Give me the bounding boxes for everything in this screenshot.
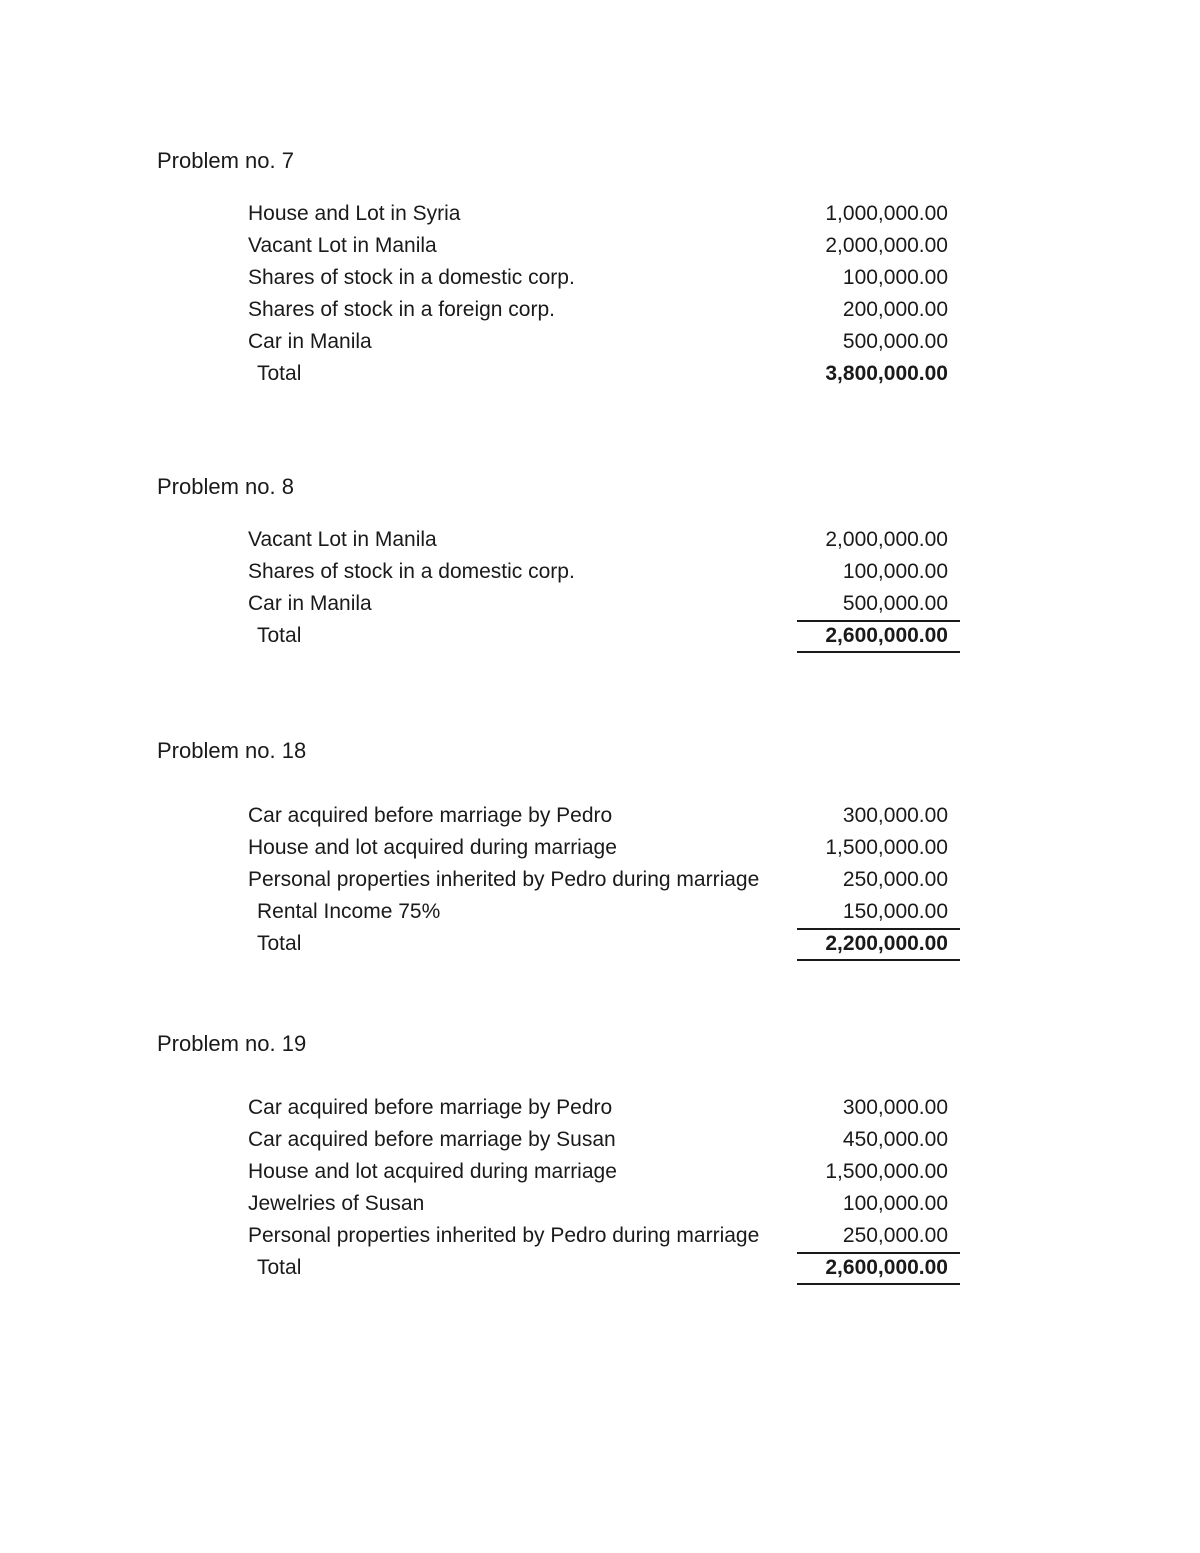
problem-title: Problem no. 7 — [157, 148, 294, 173]
line-item — [248, 198, 960, 230]
item-label: Vacant Lot in Manila — [248, 528, 437, 551]
item-label: Personal properties inherited by Pedro during marriage — [248, 1224, 760, 1247]
line-items — [248, 800, 960, 960]
item-label: Car acquired before marriage by Susan — [248, 1128, 616, 1151]
total-amount: 2,600,000.00 — [825, 624, 948, 647]
line-item — [248, 556, 960, 588]
item-amount: 100,000.00 — [842, 266, 948, 289]
line-items — [248, 1092, 960, 1284]
item-amount: 150,000.00 — [842, 900, 948, 923]
item-amount: 1,500,000.00 — [825, 836, 948, 859]
line-item — [248, 294, 960, 326]
item-label: House and lot acquired during marriage — [248, 1160, 617, 1183]
item-amount: 500,000.00 — [842, 330, 948, 353]
item-label: House and Lot in Syria — [248, 202, 461, 225]
total-amount: 2,200,000.00 — [825, 932, 948, 955]
total-amount: 2,600,000.00 — [825, 1256, 948, 1279]
line-item — [248, 230, 960, 262]
total-row — [248, 358, 960, 390]
line-items — [248, 198, 960, 390]
line-item — [248, 1092, 960, 1124]
item-amount: 450,000.00 — [842, 1128, 948, 1151]
total-label: Total — [257, 624, 302, 647]
line-item — [248, 326, 960, 358]
line-item — [248, 1156, 960, 1188]
item-label: Car in Manila — [248, 330, 372, 353]
item-label: Car acquired before marriage by Pedro — [248, 804, 613, 827]
item-amount: 100,000.00 — [842, 560, 948, 583]
total-row — [248, 928, 960, 960]
item-amount: 1,500,000.00 — [825, 1160, 948, 1183]
total-label: Total — [257, 362, 302, 385]
problem-title: Problem no. 19 — [157, 1031, 307, 1056]
line-item — [248, 1188, 960, 1220]
item-amount: 2,000,000.00 — [825, 234, 948, 257]
line-item — [248, 800, 960, 832]
item-label: Shares of stock in a foreign corp. — [248, 298, 555, 321]
item-label: Rental Income 75% — [257, 900, 441, 923]
problem-title: Problem no. 18 — [157, 738, 307, 763]
item-amount: 100,000.00 — [842, 1192, 948, 1215]
total-row — [248, 1252, 960, 1284]
item-label: Car in Manila — [248, 592, 372, 615]
item-label: Jewelries of Susan — [248, 1192, 425, 1215]
line-item — [248, 262, 960, 294]
item-amount: 300,000.00 — [842, 1096, 948, 1119]
line-item — [248, 1220, 960, 1252]
line-item — [248, 524, 960, 556]
problem-title: Problem no. 8 — [157, 474, 294, 499]
item-amount: 300,000.00 — [842, 804, 948, 827]
line-item — [248, 832, 960, 864]
total-amount: 3,800,000.00 — [825, 362, 948, 385]
total-row — [248, 620, 960, 652]
item-amount: 500,000.00 — [842, 592, 948, 615]
item-label: Car acquired before marriage by Pedro — [248, 1096, 613, 1119]
item-label: Shares of stock in a domestic corp. — [248, 560, 575, 583]
item-amount: 200,000.00 — [842, 298, 948, 321]
item-label: Personal properties inherited by Pedro during marriage — [248, 868, 760, 891]
item-label: Shares of stock in a domestic corp. — [248, 266, 575, 289]
line-items — [248, 524, 960, 652]
line-item — [248, 896, 960, 928]
item-amount: 250,000.00 — [842, 1224, 948, 1247]
item-amount: 2,000,000.00 — [825, 528, 948, 551]
line-item — [248, 588, 960, 620]
item-label: House and lot acquired during marriage — [248, 836, 617, 859]
line-item — [248, 864, 960, 896]
item-amount: 250,000.00 — [842, 868, 948, 891]
item-label: Vacant Lot in Manila — [248, 234, 437, 257]
total-label: Total — [257, 1256, 302, 1279]
total-label: Total — [257, 932, 302, 955]
line-item — [248, 1124, 960, 1156]
item-amount: 1,000,000.00 — [825, 202, 948, 225]
